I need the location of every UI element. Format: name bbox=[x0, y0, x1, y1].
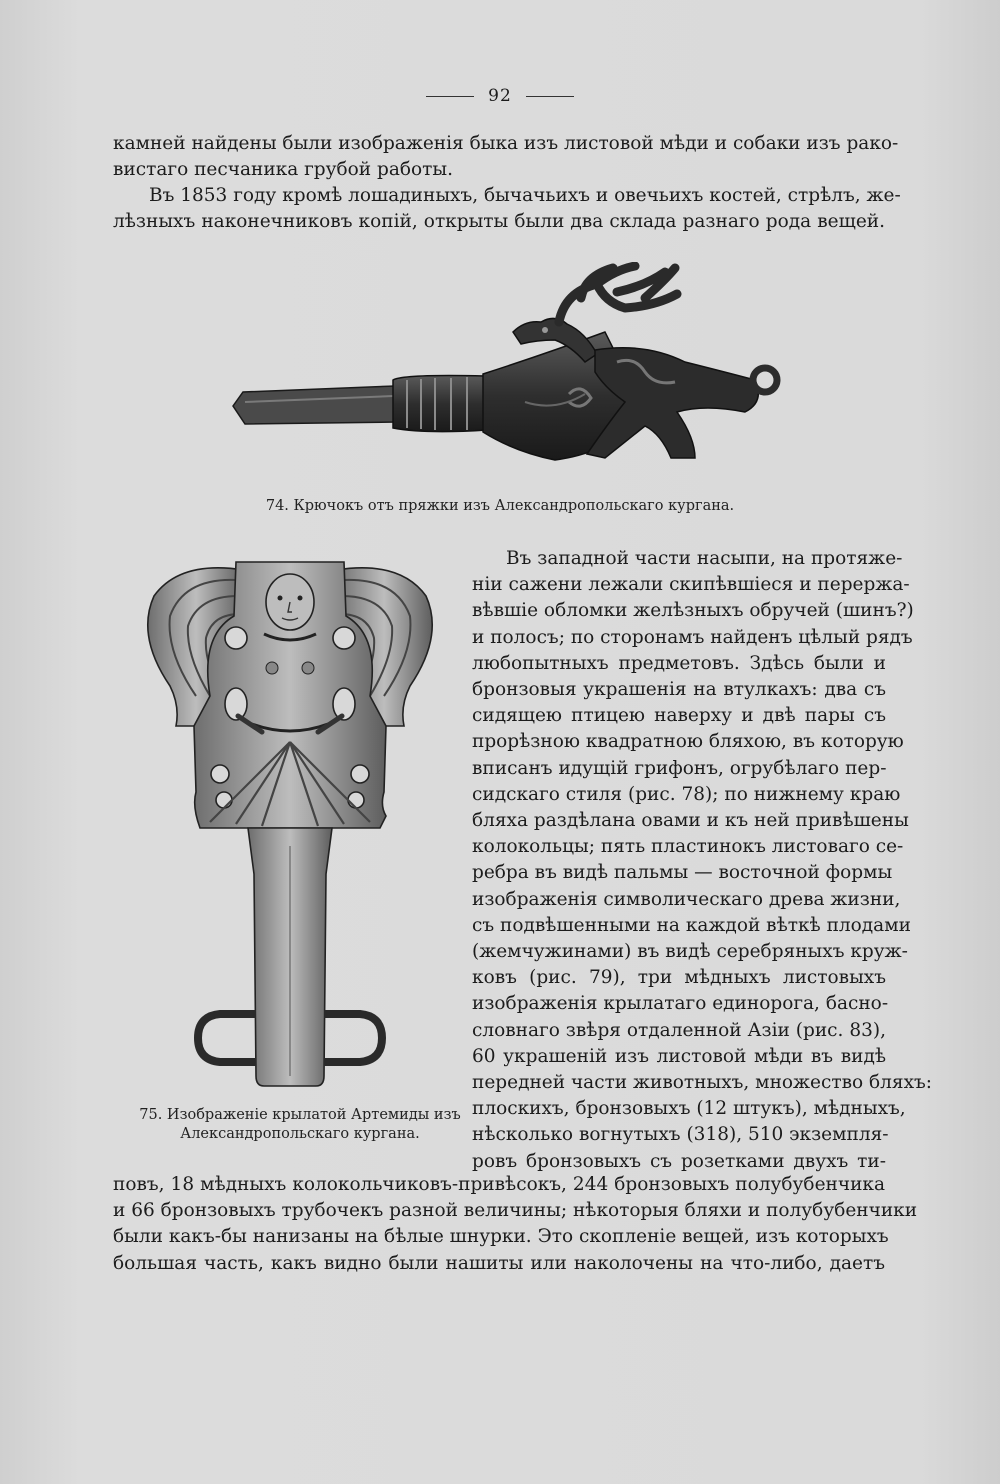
text-line: вписанъ идущій грифонъ, огрубѣлаго пер- bbox=[472, 757, 887, 779]
figure-74-caption: 74. Крючокъ отъ пряжки изъ Александропольскаго кургана. bbox=[265, 498, 735, 514]
text-line: ніи сажени лежали скипѣвшіеся и перержа- bbox=[472, 574, 910, 596]
header-rule-left bbox=[426, 96, 474, 97]
page-number: 92 bbox=[488, 86, 512, 106]
page-header bbox=[0, 86, 1000, 106]
caption-line: Александропольскаго кургана. bbox=[180, 1126, 420, 1142]
text-line: любопытныхъ предметовъ. Здѣсь были и bbox=[472, 652, 886, 674]
text-line: камней найдены были изображенія быка изъ листовой мѣди и собаки изъ рако- bbox=[113, 133, 899, 154]
text-line: лѣзныхъ наконечниковъ копій, открыты были два склада разнаго рода вещей. bbox=[113, 211, 885, 233]
text-line: 60 украшеній изъ листовой мѣди въ видѣ bbox=[472, 1045, 886, 1067]
text-line: передней части животныхъ, множество бляхъ: bbox=[472, 1072, 933, 1094]
top-paragraph bbox=[113, 131, 899, 183]
figure-75-caption bbox=[112, 1106, 488, 1144]
text-line: плоскихъ, бронзовыхъ (12 штукъ), мѣдныхъ, bbox=[472, 1098, 906, 1120]
text-line: вистаго песчаника грубой работы. bbox=[113, 159, 454, 181]
text-line: Въ 1853 году кромѣ лошадиныхъ, бычачьихъ и овечьихъ костей, стрѣлъ, же- bbox=[149, 185, 901, 206]
text-line: бронзовыя украшенія на втулкахъ: два съ bbox=[472, 679, 886, 701]
caption-line: 75. Изображеніе крылатой Артемиды изъ bbox=[139, 1107, 461, 1123]
text-line: съ подвѣшенными на каждой вѣткѣ плодами bbox=[472, 914, 911, 936]
text-line: изображенія крылатаго единорога, басно- bbox=[472, 993, 889, 1015]
text-line: (жемчужинами) въ видѣ серебряныхъ круж- bbox=[472, 941, 908, 963]
buckle-hook-stag-icon bbox=[225, 262, 785, 482]
text-line: колокольцы; пять пластинокъ листоваго се- bbox=[472, 836, 904, 858]
text-line: бляха раздѣлана овами и къ ней привѣшены bbox=[472, 810, 909, 832]
text-line: ровъ бронзовыхъ съ розетками двухъ ти- bbox=[472, 1150, 886, 1172]
text-line: большая часть, какъ видно были нашиты или наколочены на что-либо, даетъ bbox=[113, 1252, 885, 1274]
text-line: прорѣзною квадратною бляхою, въ которую bbox=[472, 731, 904, 753]
right-column-text bbox=[472, 546, 933, 1175]
text-line: и полосъ; по сторонамъ найденъ цѣлый рядъ bbox=[472, 626, 913, 648]
text-line: ребра въ видѣ пальмы — восточной формы bbox=[472, 862, 893, 884]
bottom-paragraph bbox=[113, 1172, 918, 1277]
text-line: были какъ-бы нанизаны на бѣлые шнурки. Это скопленіе вещей, изъ которыхъ bbox=[113, 1226, 889, 1248]
text-line: изображенія символическаго древа жизни, bbox=[472, 888, 901, 910]
header-rule-right bbox=[526, 96, 574, 97]
text-line: словнаго звѣря отдаленной Азіи (рис. 83), bbox=[472, 1019, 886, 1041]
text-line: сидящею птицею наверху и двѣ пары съ bbox=[472, 705, 886, 727]
text-line: сидскаго стиля (рис. 78); по нижнему краю bbox=[472, 783, 901, 805]
text-line: ковъ (рис. 79), три мѣдныхъ листовыхъ bbox=[472, 967, 886, 989]
text-line: нѣсколько вогнутыхъ (318), 510 экземпля- bbox=[472, 1124, 889, 1146]
text-line: и 66 бронзовыхъ трубочекъ разной величины; нѣкоторыя бляхи и полубубенчики bbox=[113, 1200, 918, 1222]
second-paragraph bbox=[113, 183, 901, 235]
text-line: вѣвшіе обломки желѣзныхъ обручей (шинъ?) bbox=[472, 600, 914, 622]
winged-artemis-icon bbox=[140, 556, 440, 1098]
text-line: Въ западной части насыпи, на протяже- bbox=[506, 548, 903, 569]
text-line: повъ, 18 мѣдныхъ колокольчиковъ-привѣсокъ, 244 бронзовыхъ полубубенчика bbox=[113, 1174, 885, 1195]
